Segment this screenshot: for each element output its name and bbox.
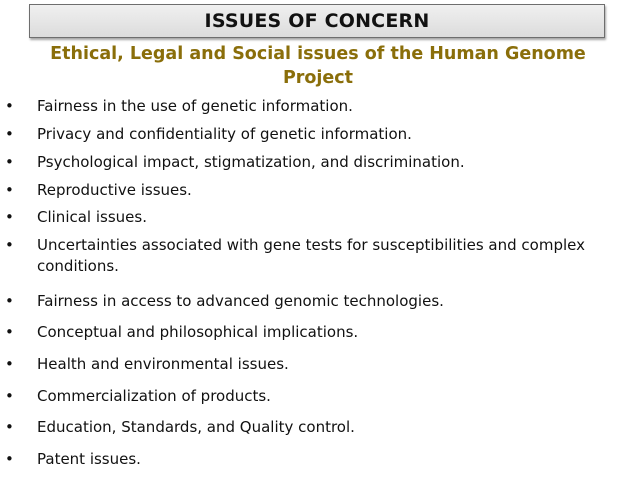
slide-title: ISSUES OF CONCERN (204, 10, 430, 32)
list-item-text: Fairness in access to advanced genomic technologies. (37, 292, 444, 310)
bullet-icon: • (5, 208, 14, 226)
list-item-text: Reproductive issues. (37, 181, 192, 199)
bullet-icon: • (5, 153, 14, 171)
list-item (5, 207, 605, 228)
bullet-icon: • (5, 355, 14, 373)
list-item (5, 124, 605, 145)
list-item-text: Privacy and confidentiality of genetic information. (37, 125, 412, 143)
list-item-text: Education, Standards, and Quality control. (37, 418, 355, 436)
list-item (5, 152, 605, 173)
bullet-icon: • (5, 292, 14, 310)
list-item-text: Health and environmental issues. (37, 355, 289, 373)
list-item (5, 322, 605, 343)
list-item (5, 386, 605, 407)
list-item-text: Uncertainties associated with gene tests for susceptibilities and complex conditions. (37, 236, 585, 275)
list-item (5, 417, 605, 438)
bullet-icon: • (5, 125, 14, 143)
list-item (5, 180, 605, 201)
bullet-icon: • (5, 418, 14, 436)
bullet-icon: • (5, 387, 14, 405)
list-item-text: Patent issues. (37, 450, 141, 468)
list-item (5, 354, 605, 375)
list-item-text: Conceptual and philosophical implications. (37, 323, 359, 341)
list-item (5, 291, 605, 312)
list-item (5, 235, 605, 277)
list-item (5, 449, 605, 470)
bullet-icon: • (5, 236, 14, 254)
list-item-text: Psychological impact, stigmatization, and discrimination. (37, 153, 465, 171)
list-item-text: Fairness in the use of genetic information. (37, 97, 353, 115)
bullet-icon: • (5, 450, 14, 468)
slide-subtitle: Ethical, Legal and Social issues of the Human Genome Project (50, 44, 586, 88)
list-item-text: Clinical issues. (37, 208, 147, 226)
list-item (5, 96, 605, 117)
bullet-icon: • (5, 97, 14, 115)
list-item-text: Commercialization of products. (37, 387, 271, 405)
bullet-icon: • (5, 323, 14, 341)
bullet-icon: • (5, 181, 14, 199)
